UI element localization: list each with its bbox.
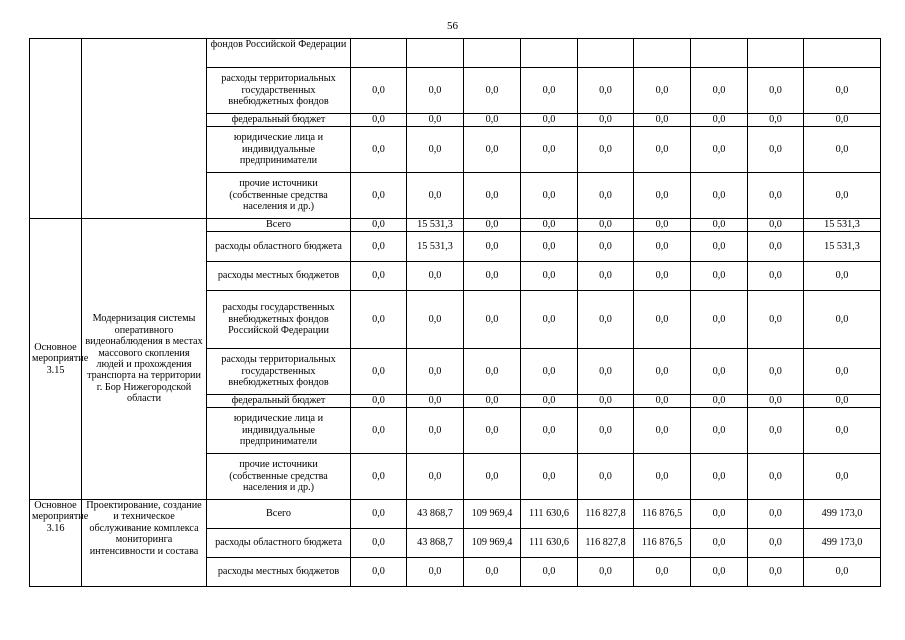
value-cell: 0,0 [407,114,464,127]
value-cell: 0,0 [407,454,464,500]
value-cell: 43 868,7 [407,529,464,558]
funding-source: прочие источники (собственные средства населения и др.) [207,173,351,219]
activity-name-cell [82,39,207,219]
value-cell [464,39,521,68]
value-cell: 0,0 [521,219,578,232]
table-row [30,39,881,68]
value-cell: 0,0 [407,291,464,349]
value-cell: 0,0 [464,232,521,262]
value-cell: 0,0 [578,114,634,127]
value-cell: 15 531,3 [804,219,881,232]
value-cell [521,39,578,68]
value-cell: 0,0 [578,291,634,349]
value-cell [578,39,634,68]
value-cell: 0,0 [351,262,407,291]
value-cell: 0,0 [351,68,407,114]
value-cell: 0,0 [351,454,407,500]
value-cell: 0,0 [634,127,691,173]
funding-source: расходы областного бюджета [207,529,351,558]
value-cell: 0,0 [464,127,521,173]
value-cell: 0,0 [407,408,464,454]
value-cell: 0,0 [748,500,804,529]
funding-source: расходы местных бюджетов [207,262,351,291]
funding-source: расходы государственных внебюджетных фондов Российской Федерации [207,291,351,349]
value-cell: 0,0 [691,529,748,558]
value-cell: 0,0 [521,558,578,587]
value-cell: 109 969,4 [464,500,521,529]
value-cell: 0,0 [578,395,634,408]
value-cell: 0,0 [351,232,407,262]
value-cell [407,39,464,68]
funding-source: расходы местных бюджетов [207,558,351,587]
value-cell: 0,0 [351,349,407,395]
value-cell [351,39,407,68]
value-cell [748,39,804,68]
value-cell: 15 531,3 [804,232,881,262]
value-cell: 116 827,8 [578,500,634,529]
value-cell: 0,0 [691,127,748,173]
value-cell: 0,0 [521,114,578,127]
value-cell: 0,0 [407,68,464,114]
value-cell: 0,0 [691,454,748,500]
value-cell: 0,0 [691,558,748,587]
value-cell: 0,0 [748,529,804,558]
funding-source: юридические лица и индивидуальные предприниматели [207,127,351,173]
value-cell: 0,0 [464,454,521,500]
value-cell: 0,0 [634,349,691,395]
value-cell: 0,0 [691,349,748,395]
activity-code-cell: Основное мероприятие 3.16 [30,500,82,587]
value-cell: 0,0 [691,291,748,349]
value-cell: 0,0 [691,232,748,262]
value-cell: 0,0 [464,558,521,587]
value-cell: 0,0 [521,68,578,114]
value-cell: 0,0 [578,262,634,291]
value-cell: 0,0 [748,173,804,219]
value-cell: 0,0 [748,232,804,262]
value-cell: 0,0 [407,395,464,408]
value-cell: 0,0 [748,114,804,127]
value-cell: 0,0 [521,127,578,173]
value-cell: 0,0 [464,219,521,232]
activity-name-cell: Проектирование, создание и техническое обслуживание комплекса мониторинга интенсивности и состава [82,500,207,587]
value-cell: 0,0 [634,395,691,408]
funding-source: федеральный бюджет [207,114,351,127]
value-cell: 0,0 [634,558,691,587]
value-cell: 0,0 [804,395,881,408]
value-cell: 0,0 [464,114,521,127]
value-cell: 0,0 [634,262,691,291]
value-cell: 0,0 [351,500,407,529]
value-cell: 0,0 [804,558,881,587]
value-cell: 0,0 [407,262,464,291]
value-cell: 0,0 [351,127,407,173]
value-cell: 116 876,5 [634,529,691,558]
value-cell: 0,0 [804,454,881,500]
value-cell: 0,0 [804,68,881,114]
value-cell: 0,0 [634,68,691,114]
value-cell: 15 531,3 [407,219,464,232]
value-cell: 15 531,3 [407,232,464,262]
table-row [30,500,881,529]
value-cell: 43 868,7 [407,500,464,529]
value-cell: 0,0 [407,173,464,219]
value-cell: 499 173,0 [804,529,881,558]
value-cell: 0,0 [748,219,804,232]
funding-source: прочие источники (собственные средства населения и др.) [207,454,351,500]
value-cell: 0,0 [464,173,521,219]
value-cell: 0,0 [804,262,881,291]
value-cell: 0,0 [351,291,407,349]
value-cell: 0,0 [521,349,578,395]
funding-source: юридические лица и индивидуальные предприниматели [207,408,351,454]
value-cell: 116 876,5 [634,500,691,529]
value-cell: 0,0 [804,127,881,173]
value-cell: 0,0 [804,114,881,127]
value-cell: 0,0 [691,173,748,219]
value-cell: 0,0 [691,262,748,291]
value-cell: 0,0 [351,558,407,587]
value-cell: 0,0 [351,395,407,408]
value-cell: 0,0 [578,68,634,114]
value-cell: 0,0 [634,219,691,232]
value-cell: 0,0 [691,500,748,529]
value-cell: 0,0 [351,408,407,454]
value-cell: 0,0 [464,408,521,454]
value-cell: 0,0 [691,68,748,114]
value-cell: 0,0 [521,262,578,291]
value-cell: 0,0 [634,454,691,500]
activity-code-cell: Основное мероприятие 3.15 [30,219,82,500]
value-cell: 0,0 [748,291,804,349]
value-cell: 0,0 [464,68,521,114]
value-cell: 111 630,6 [521,529,578,558]
value-cell: 0,0 [521,232,578,262]
value-cell: 0,0 [521,291,578,349]
value-cell: 0,0 [407,127,464,173]
value-cell: 0,0 [578,127,634,173]
value-cell: 0,0 [351,529,407,558]
value-cell: 0,0 [578,232,634,262]
value-cell: 0,0 [748,454,804,500]
value-cell: 0,0 [351,219,407,232]
value-cell: 0,0 [804,173,881,219]
activity-code-cell [30,39,82,219]
funding-source: фондов Российской Федерации [207,39,351,68]
value-cell: 0,0 [748,408,804,454]
value-cell: 0,0 [634,408,691,454]
value-cell: 0,0 [407,558,464,587]
value-cell: 0,0 [634,291,691,349]
value-cell: 0,0 [521,395,578,408]
value-cell: 0,0 [464,262,521,291]
value-cell: 116 827,8 [578,529,634,558]
value-cell: 0,0 [748,349,804,395]
activity-name-cell: Модернизация системы оперативного видеонаблюдения в местах массового скопления людей и прохождения транспорта на территории г. Бор Нижегородской области [82,219,207,500]
budget-table [29,38,881,587]
value-cell: 0,0 [521,173,578,219]
value-cell: 109 969,4 [464,529,521,558]
value-cell: 0,0 [578,408,634,454]
value-cell: 0,0 [691,395,748,408]
value-cell: 499 173,0 [804,500,881,529]
funding-source: расходы территориальных государственных внебюджетных фондов [207,349,351,395]
value-cell: 0,0 [578,173,634,219]
value-cell: 0,0 [464,349,521,395]
value-cell: 0,0 [351,173,407,219]
value-cell: 0,0 [804,349,881,395]
value-cell: 0,0 [407,349,464,395]
value-cell: 0,0 [748,127,804,173]
funding-source: Всего [207,500,351,529]
value-cell: 0,0 [748,395,804,408]
value-cell [804,39,881,68]
funding-source: федеральный бюджет [207,395,351,408]
value-cell: 0,0 [691,114,748,127]
value-cell: 111 630,6 [521,500,578,529]
value-cell: 0,0 [748,68,804,114]
value-cell: 0,0 [748,558,804,587]
value-cell: 0,0 [804,408,881,454]
value-cell: 0,0 [464,395,521,408]
value-cell: 0,0 [578,349,634,395]
value-cell: 0,0 [578,454,634,500]
page-number: 56 [447,20,458,32]
value-cell: 0,0 [691,219,748,232]
value-cell: 0,0 [748,262,804,291]
value-cell: 0,0 [578,219,634,232]
value-cell: 0,0 [634,232,691,262]
value-cell [691,39,748,68]
value-cell: 0,0 [521,454,578,500]
value-cell: 0,0 [691,408,748,454]
value-cell: 0,0 [634,114,691,127]
value-cell: 0,0 [464,291,521,349]
value-cell: 0,0 [521,408,578,454]
value-cell: 0,0 [351,114,407,127]
value-cell [634,39,691,68]
value-cell: 0,0 [634,173,691,219]
funding-source: расходы территориальных государственных внебюджетных фондов [207,68,351,114]
value-cell: 0,0 [578,558,634,587]
funding-source: расходы областного бюджета [207,232,351,262]
table-row [30,219,881,232]
funding-source: Всего [207,219,351,232]
value-cell: 0,0 [804,291,881,349]
